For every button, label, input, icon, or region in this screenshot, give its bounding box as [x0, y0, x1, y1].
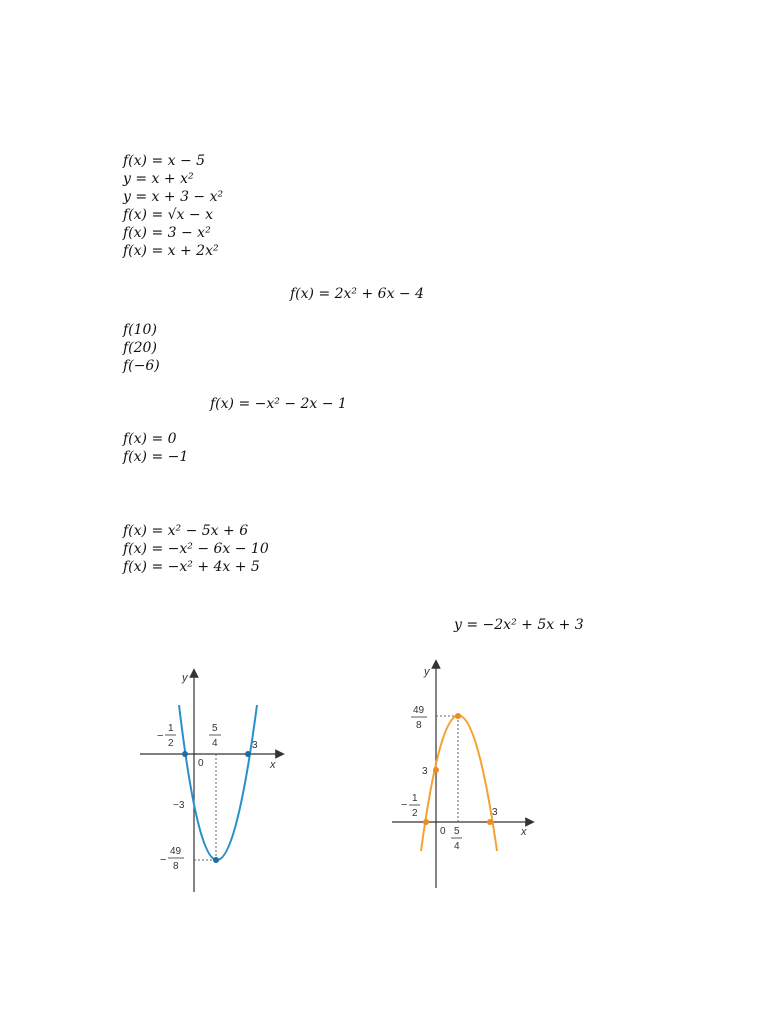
label-neg-half-num: 1 — [168, 723, 174, 734]
function-item: f(x) = x + 2x² — [123, 243, 219, 259]
quadratic-item: f(x) = −x² + 4x + 5 — [123, 559, 260, 575]
axis-x-label: x — [270, 759, 276, 771]
function-item: f(x) = 3 − x² — [123, 225, 211, 241]
label-neg498-num: 49 — [170, 846, 182, 857]
right-equation: y = −2x² + 5x + 3 — [454, 617, 584, 633]
label-54-num: 5 — [212, 723, 218, 734]
label-498-num: 49 — [413, 705, 425, 716]
quadratic-item: f(x) = x² − 5x + 6 — [123, 523, 249, 539]
label-neg-half-sign: − — [401, 799, 408, 811]
quadratic-item: f(x) = −x² − 6x − 10 — [123, 541, 269, 557]
y-intercept-point — [433, 767, 439, 773]
label-0: 0 — [440, 826, 446, 837]
vertex-point — [455, 713, 461, 719]
label-3-y: 3 — [422, 766, 428, 777]
root-point-right — [487, 819, 493, 825]
axis-y-label: y — [424, 666, 430, 678]
function-item: f(x) = √x − x — [123, 207, 213, 223]
label-neg-half-den: 2 — [412, 808, 418, 819]
label-neg-half-den: 2 — [168, 738, 174, 749]
label-neg3: −3 — [173, 800, 185, 811]
label-54-num: 5 — [454, 826, 460, 837]
label-neg498-den: 8 — [173, 861, 179, 872]
axis-x-label: x — [521, 826, 527, 838]
centered-equation-2: f(x) = −x² − 2x − 1 — [210, 396, 347, 412]
root-point-left — [423, 819, 429, 825]
label-498-den: 8 — [416, 720, 422, 731]
function-item: f(x) = x − 5 — [123, 153, 206, 169]
label-neg-half-sign: − — [157, 730, 164, 742]
function-item: y = x + x² — [123, 171, 194, 187]
function-item: y = x + 3 − x² — [123, 189, 224, 205]
solve-item: f(x) = 0 — [123, 431, 177, 447]
axis-y-label: y — [182, 672, 188, 684]
label-54-den: 4 — [212, 738, 218, 749]
solve-item: f(x) = −1 — [123, 449, 189, 465]
centered-equation-1: f(x) = 2x² + 6x − 4 — [290, 286, 425, 302]
label-neg498-sign: − — [160, 854, 167, 866]
label-0: 0 — [198, 758, 204, 769]
label-neg-half-num: 1 — [412, 793, 418, 804]
evaluation-item: f(−6) — [123, 358, 160, 374]
label-3: 3 — [252, 740, 258, 751]
label-54-den: 4 — [454, 841, 460, 852]
evaluation-item: f(10) — [123, 322, 157, 338]
label-3-x: 3 — [492, 807, 498, 818]
evaluation-item: f(20) — [123, 340, 157, 356]
